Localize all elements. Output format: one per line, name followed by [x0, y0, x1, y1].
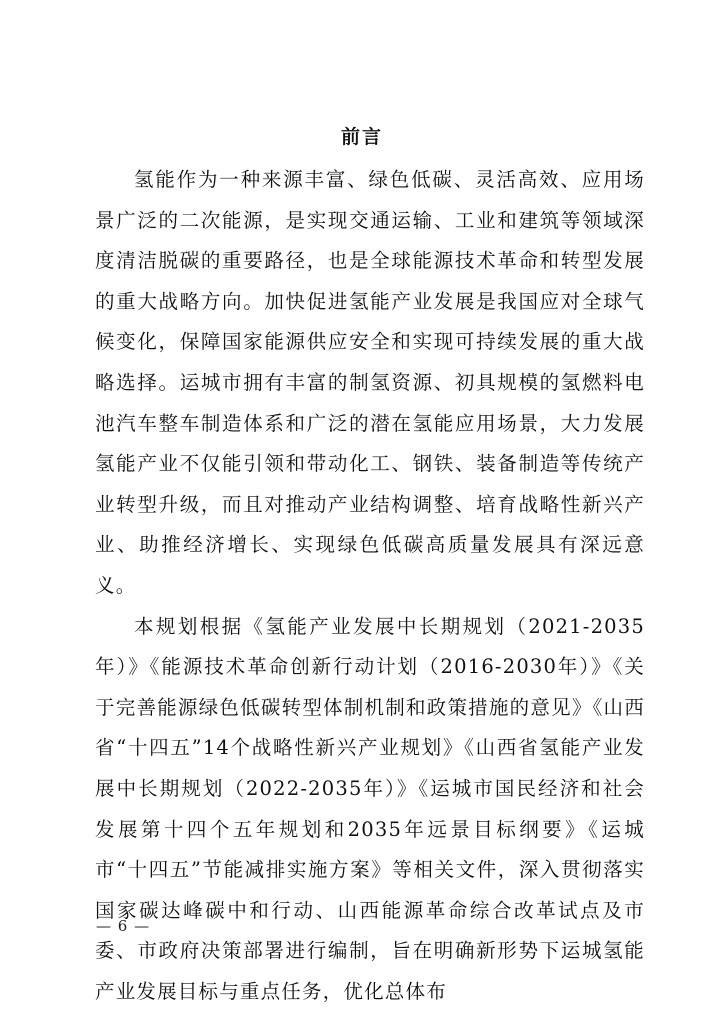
page-number: — 6 —	[96, 917, 151, 935]
paragraph-basis: 本规划根据《氢能产业发展中长期规划（2021-2035年）》《能源技术革命创新行动计划（2016-2030年）》《关于完善能源绿色低碳转型体制机制和政策措施的意见》《山西省“十四五”14个战略性新兴产业规划》《山西省氢能产业发展中长期规划（2022-2035年）》《运城市国民经济和社会发展第十四个五年规划和2035年远景目标纲要》《运城市“十四五”节能减排实施方案》等相关文件，深入贯彻落实国家碳达峰碳中和行动、山西能源革命综合改革试点及市委、市政府决策部署进行编制，旨在明确新形势下运城氢能产业发展目标与重点任务，优化总体布	[95, 614, 645, 1003]
body-text	[95, 160, 645, 1012]
paragraph-intro: 氢能作为一种来源丰富、绿色低碳、灵活高效、应用场景广泛的二次能源，是实现交通运输、工业和建筑等领域深度清洁脱碳的重要路径，也是全球能源技术革命和转型发展的重大战略方向。加快促进氢能产业发展是我国应对全球气候变化，保障国家能源供应安全和实现可持续发展的重大战略选择。运城市拥有丰富的制氢资源、初具规模的氢燃料电池汽车整车制造体系和广泛的潜在氢能应用场景，大力发展氢能产业不仅能引领和带动化工、钢铁、装备制造等传统产业转型升级，而且对推动产业结构调整、培育战略性新兴产业、助推经济增长、实现绿色低碳高质量发展具有深远意义。	[95, 168, 645, 597]
page-title: 前言	[340, 126, 383, 148]
